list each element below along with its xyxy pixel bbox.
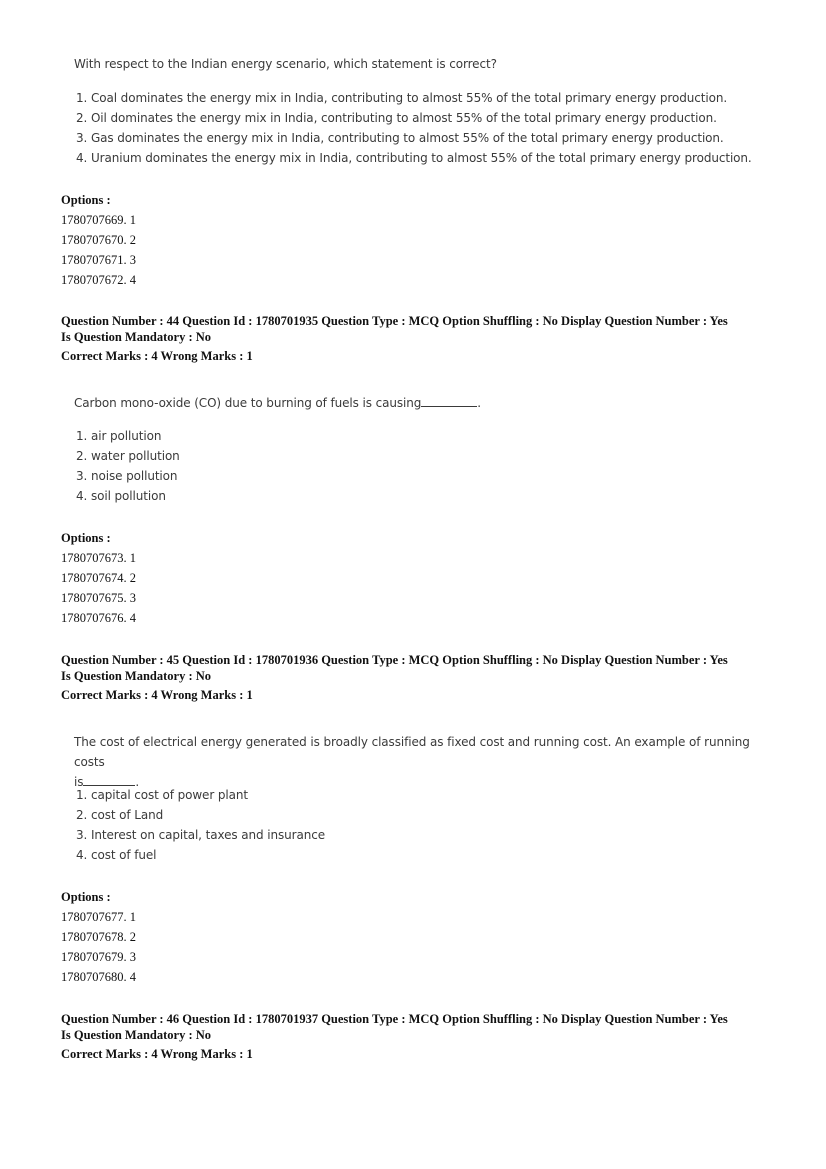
choice-item: 2. water pollution xyxy=(76,449,180,463)
question-43-stem: With respect to the Indian energy scenario, which statement is correct? xyxy=(74,57,497,71)
question-46-meta xyxy=(61,1011,781,1062)
choice-item: 3. noise pollution xyxy=(76,469,178,483)
option-id: 1780707675. 3 xyxy=(61,591,136,605)
question-43-choices xyxy=(76,88,752,168)
option-id: 1780707671. 3 xyxy=(61,253,136,267)
meta-line: Question Number : 45 Question Id : 1780701936 Question Type : MCQ Option Shuffling : No Display Question Number : Yes xyxy=(61,653,728,667)
option-id: 1780707670. 2 xyxy=(61,233,136,247)
question-44-stem: Carbon mono-oxide (CO) due to burning of fuels is causing . xyxy=(74,396,482,410)
meta-line: Is Question Mandatory : No xyxy=(61,330,212,344)
meta-line: Is Question Mandatory : No xyxy=(61,669,212,683)
question-45-choices xyxy=(76,785,325,865)
meta-line: Question Number : 44 Question Id : 1780701935 Question Type : MCQ Option Shuffling : No Display Question Number : Yes xyxy=(61,314,728,328)
question-45-stem: The cost of electrical energy generated is broadly classified as fixed cost and running cost. An example of running costs is . xyxy=(74,735,750,789)
meta-line: Correct Marks : 4 Wrong Marks : 1 xyxy=(61,688,253,702)
question-45-meta xyxy=(61,652,781,703)
question-44-options xyxy=(61,528,136,628)
options-heading: Options : xyxy=(61,193,111,207)
choice-item: 4. cost of fuel xyxy=(76,848,157,862)
choice-item: 2. cost of Land xyxy=(76,808,164,822)
option-id: 1780707673. 1 xyxy=(61,551,136,565)
option-id: 1780707677. 1 xyxy=(61,910,136,924)
option-id: 1780707678. 2 xyxy=(61,930,136,944)
choice-item: 1. Coal dominates the energy mix in India, contributing to almost 55% of the total primary energy production. xyxy=(76,91,728,105)
options-heading: Options : xyxy=(61,890,111,904)
choice-item: 4. soil pollution xyxy=(76,489,166,503)
question-45-options xyxy=(61,887,136,987)
question-44-choices xyxy=(76,426,180,506)
option-id: 1780707676. 4 xyxy=(61,611,136,625)
meta-line: Question Number : 46 Question Id : 1780701937 Question Type : MCQ Option Shuffling : No Display Question Number : Yes xyxy=(61,1012,728,1026)
choice-item: 3. Interest on capital, taxes and insurance xyxy=(76,828,326,842)
choice-item: 4. Uranium dominates the energy mix in India, contributing to almost 55% of the total primary energy production. xyxy=(76,151,752,165)
option-id: 1780707674. 2 xyxy=(61,571,136,585)
option-id: 1780707679. 3 xyxy=(61,950,136,964)
option-id: 1780707672. 4 xyxy=(61,273,136,287)
meta-line: Correct Marks : 4 Wrong Marks : 1 xyxy=(61,349,253,363)
choice-item: 3. Gas dominates the energy mix in India, contributing to almost 55% of the total primary energy production. xyxy=(76,131,724,145)
option-id: 1780707680. 4 xyxy=(61,970,136,984)
answer-blank xyxy=(421,394,477,407)
question-43-options xyxy=(61,190,136,290)
choice-item: 1. capital cost of power plant xyxy=(76,788,248,802)
question-44-meta xyxy=(61,313,781,364)
option-id: 1780707669. 1 xyxy=(61,213,136,227)
meta-line: Is Question Mandatory : No xyxy=(61,1028,212,1042)
choice-item: 2. Oil dominates the energy mix in India, contributing to almost 55% of the total primary energy production. xyxy=(76,111,717,125)
options-heading: Options : xyxy=(61,531,111,545)
meta-line: Correct Marks : 4 Wrong Marks : 1 xyxy=(61,1047,253,1061)
choice-item: 1. air pollution xyxy=(76,429,162,443)
